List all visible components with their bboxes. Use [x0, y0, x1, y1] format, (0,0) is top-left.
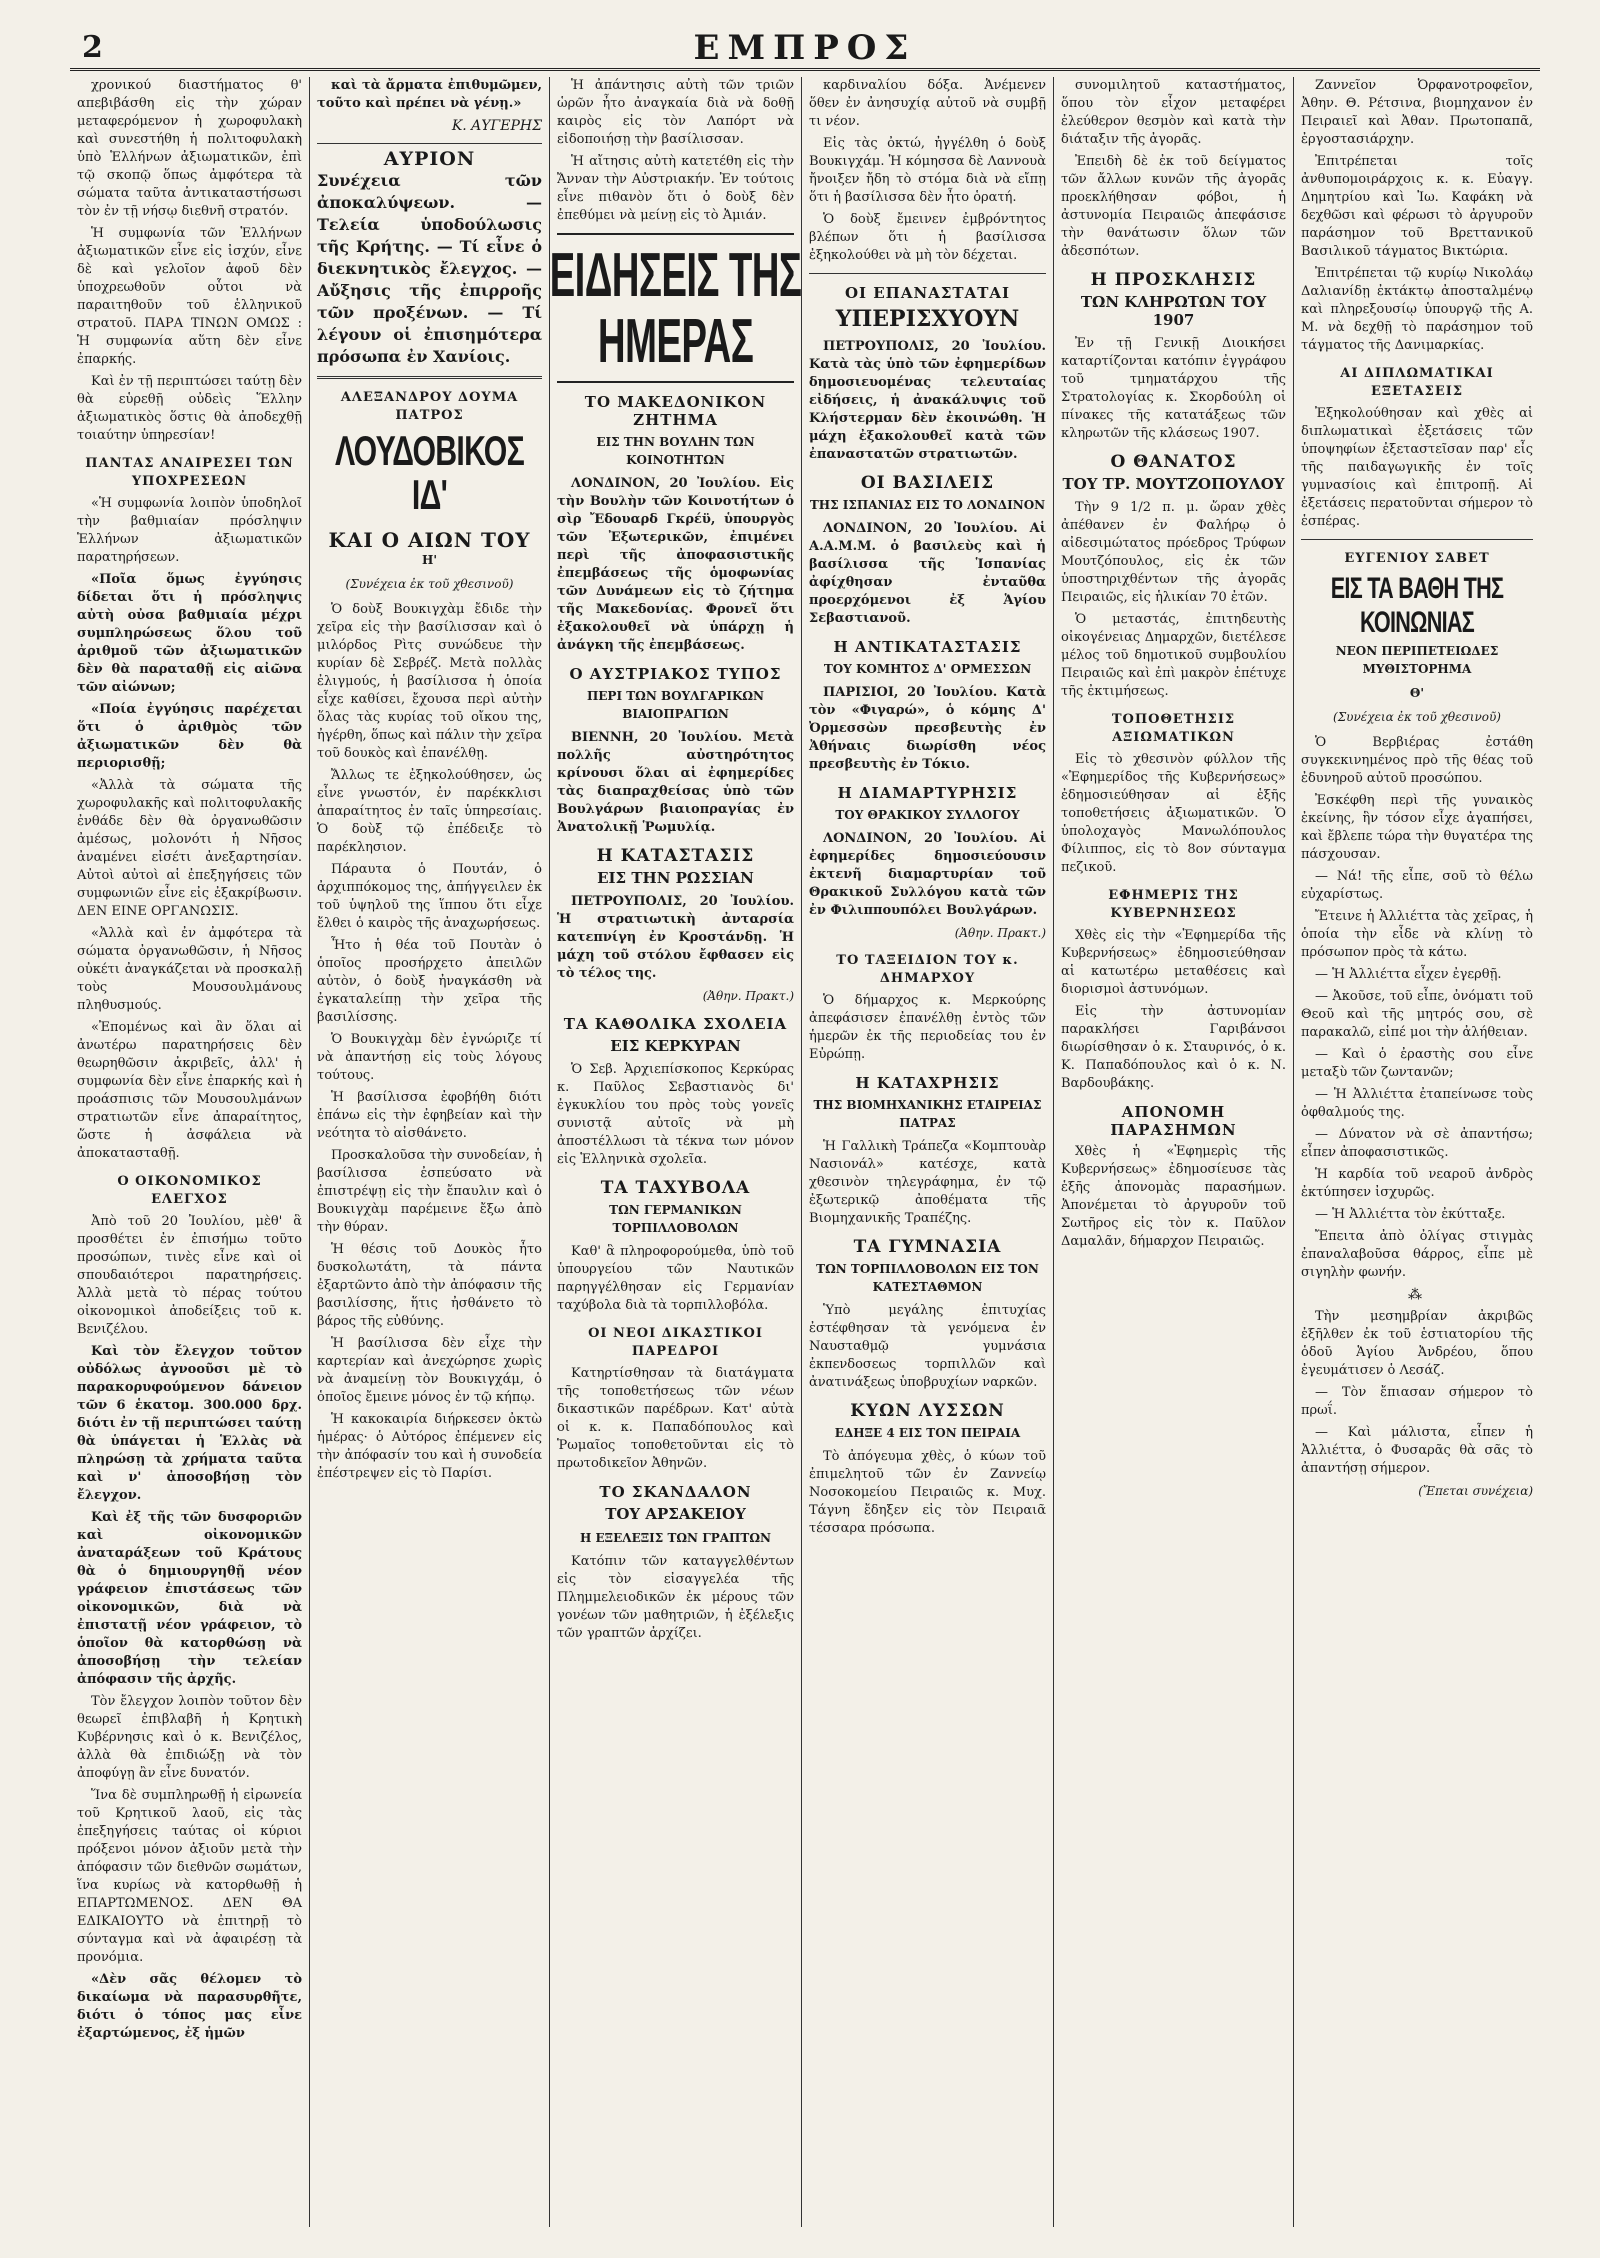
article-paragraph: Ἡ ἀπάντησις αὐτὴ τῶν τριῶν ὡρῶν ἦτο ἀναγκαία διὰ νὰ δοθῇ καιρὸς εἰς τὸν Λαπόρτ νὰ εἰδοποιήσῃ τὴν βασίλισσαν.	[557, 78, 794, 147]
article-paragraph: Ἔτεινε ἡ Ἀλλιέττα τὰς χεῖρας, ἡ ὁποία τὴν εἶδε νὰ κλίνῃ τὸ πρόσωπον πρὸς τὰ κάτω.	[1301, 909, 1533, 960]
article-paragraph: Ἡ θέσις τοῦ Δουκὸς ἦτο δυσκολωτάτη, τὰ πάντα ἐξαρτῶντο ἀπὸ τὴν ἀπόφασιν τῆς βασιλίσσης, ἥτις ἠσθάνετο τὸ βάρος τῆς εὐθύνης.	[317, 1242, 542, 1329]
divider	[809, 273, 1046, 274]
serial-author: ΑΛΕΞΑΝΔΡΟΥ ΔΟΥΜΑ ΠΑΤΡΟΣ	[340, 390, 519, 423]
section-heading: ΤΟ ΜΑΚΕΔΟΝΙΚΟΝ ΖΗΤΗΜΑ	[584, 393, 767, 429]
section-subheading: ΤΩΝ ΓΕΡΜΑΝΙΚΩΝ ΤΟΡΠΙΛΛΟΒΟΛΩΝ	[609, 1203, 742, 1235]
serial-title: ΕΙΣ ΤΑ ΒΑΘΗ ΤΗΣ ΚΟΙΝΩΝΙΑΣ	[1330, 572, 1504, 639]
byline: Κ. ΑΥΓΕΡΗΣ	[451, 118, 542, 134]
article-paragraph: «Ποῖα ὅμως ἐγγύησις δίδεται ὅτι ἡ πρόσληψις αὐτὴ οὐσα βαθμιαία μέχρι συμπληρώσεως ὅλου τοῦ ἀριθμοῦ τῶν ἀξιωματικῶν δὲν θὰ παραταθῇ εἰς αἰῶνα τῶν αἰώνων;	[77, 572, 302, 695]
section-subheading: ΕΔΗΞΕ 4 ΕΙΣ ΤΟΝ ΠΕΙΡΑΙΑ	[834, 1426, 1021, 1440]
continued-note: (Συνέχεια ἐκ τοῦ χθεσινοῦ)	[345, 577, 514, 591]
article-paragraph: Ζαννεῖον Ὀρφανοτροφεῖον, Ἀθην. Θ. Ρέτσινα, βιομηχανον ἐν Πειραιεῖ καὶ Ἀθαν. Πρωτοπαπᾶ, ἐργοστασιάρχην.	[1301, 78, 1533, 147]
article-lead: ΛΟΝΔΙΝΟΝ, 20 Ἰουλίου. Εἰς τὴν Βουλὴν τῶν Κοινοτήτων ὁ σὶρ Ἔδουαρδ Γκρέϋ, ὑπουργὸς τῶν Ἐξωτερικῶν, ἐπιμένει περὶ τῆς ἀποφασιστικῆς ἐπεμβάσεως τῆς ὁμοφωνίας τῶν Δυνάμεων εἰς τὸ ζήτημα τῆς Μακεδονίας. Φρονεῖ ὅτι ἐξακολουθεῖ νὰ ὑπάρχῃ ἡ ἀνάγκη τῆς ἐπεμβάσεως.	[557, 476, 794, 653]
newspaper-page	[70, 28, 1540, 2228]
article-paragraph: Ὁ δοὺξ ἔμεινεν ἐμβρόντητος βλέπων ὅτι ἡ βασίλισσα ἐξηκολούθει νὰ μὴ τὸν δέχεται.	[809, 212, 1046, 263]
section-subheading: ΤΟΥ ΚΟΜΗΤΟΣ Δ' ΟΡΜΕΣΣΩΝ	[823, 662, 1032, 676]
article-paragraph: Καὶ ἐν τῇ περιπτώσει ταύτῃ δὲν θὰ εὑρεθῇ οὐδεὶς Ἕλλην ἀξιωματικὸς ὅστις θὰ ἀποδεχθῇ τοιαύτην ὑπηρεσίαν!	[77, 374, 302, 443]
article-paragraph: — Καὶ ὁ ἐραστὴς σου εἶνε μεταξὺ τῶν ζωντανῶν;	[1301, 1047, 1533, 1080]
serial-chapter: Θ'	[1409, 686, 1425, 700]
section-subheading: ΤΟΥ ΑΡΣΑΚΕΙΟΥ	[605, 1505, 746, 1523]
article-paragraph: Ἦτο ἡ θέα τοῦ Πουτὰν ὁ ὁποῖος προσήρχετο ἀπειλῶν αὐτὸν, ὁ δοὺξ ἠναγκάσθη νὰ ἐγκαταλείπῃ τὴν χεῖρα τῆς βασιλίσσης.	[317, 938, 542, 1025]
columns	[70, 77, 1540, 2227]
serial-chapter: Η'	[421, 553, 437, 567]
article-paragraph: — Ἡ Ἀλλιέττα ἐταπείνωσε τοὺς ὀφθαλμούς της.	[1301, 1087, 1533, 1120]
serial-subtitle: ΝΕΟΝ ΠΕΡΙΠΕΤΕΙΩΔΕΣ ΜΥΘΙΣΤΟΡΗΜΑ	[1335, 644, 1499, 676]
article-paragraph: Ἐξηκολούθησαν καὶ χθὲς αἱ διπλωματικαὶ ἐξετάσεις τῶν ὑποψηφίων ἐξεταστεῖσαν παρ' εἶς τῆς παιδαγωγικῆς ἐν τοῖς γυμνασίοις καὶ ἐπιτροπῇ. Αἱ ἐξετάσεις περατοῦνται σήμερον τὸ ἑσπέρας.	[1301, 406, 1533, 529]
article-paragraph: «Ποία ἐγγύησις παρέχεται ὅτι ὁ ἀριθμὸς τῶν ἀξιωματικῶν δὲν θὰ περιορισθῇ;	[77, 702, 302, 771]
article-paragraph: — Δύνατον νὰ σὲ ἀπαντήσω; εἶπεν ἀποφασιστικῶς.	[1301, 1127, 1533, 1160]
article-paragraph: Ὑπὸ μεγάλης ἐπιτυχίας ἐστέφθησαν τὰ γενόμενα ἐν Ναυσταθμῷ γυμνάσια ἐκπενδοσεως τορπιλλῶν καὶ ἀνατινάξεως ὑποβρυχίων ναρκῶν.	[809, 1303, 1046, 1390]
article-paragraph: — Νά! τῆς εἶπε, σοῦ τὸ θέλω εὐχαρίστως.	[1301, 869, 1533, 902]
article-paragraph: Εἰς τὴν ἀστυνομίαν παρακλήσει Γαριβάνσοι διωρίσθησαν ὁ κ. Σταυρινός, ὁ κ. Κ. Παπαδόπουλος καὶ ὁ κ. Ν. Βαρδουβάκης.	[1061, 1004, 1286, 1091]
article-paragraph: — Καὶ μάλιστα, εἶπεν ἡ Ἀλλιέττα, ὁ Φυσαρᾶς θὰ σᾶς τὸ ἀπαντήσῃ σήμερον.	[1301, 1425, 1533, 1476]
article-paragraph: «Δὲν σᾶς θέλομεν τὸ δικαίωμα νὰ παρασυρθῆτε, διότι ὁ τόπος μας εἶνε ἐξαρτώμενος, ἐξ ἡμῶν	[77, 1972, 302, 2041]
article-paragraph: Ἄλλως τε ἐξηκολούθησεν, ὡς εἶνε γνωστόν, ἐν παρέκκλισι ἀπαραίτητος ἐν ταῖς ὑπηρεσίαις. Ὁ δοὺξ τῷ ἐπέδειξε τὸ παρέκλησιον.	[317, 768, 542, 855]
divider: ⁂	[1408, 1287, 1426, 1303]
article-paragraph: Ὁ δοὺξ Βουκιγχὰμ ἔδιδε τὴν χεῖρα εἰς τὴν βασίλισσαν καὶ ὁ μιλόρδος Ρὶτς συνώδευε τὴν κυρίαν δὲ Σεβρέζ. Μετὰ πολλὰς ἐλιγμούς, ἡ βασίλισσα ἡ ὁποία εἶχε καθίσει, ἔχουσα περὶ αὐτὴν ὅλας τὰς κυρίας τοῦ οἴκου της, ἠγέρθη, ὅπως καὶ πάλιν τὴν χεῖρα τοῦ δουκὸς καὶ ἐπανέλθῃ.	[317, 602, 542, 761]
article-paragraph: Χθὲς ἡ «Ἐφημερὶς τῆς Κυβερνήσεως» ἐδημοσίευσε τὰς ἑξῆς ἀπονομὰς παρασήμων. Ἀπονέμεται τὸ ἀργυροῦν τοῦ Σωτῆρος εἰς τὸν κ. Παῦλον Δαμαλᾶν, δήμαρχον Πειραιῶς.	[1061, 1144, 1286, 1249]
section-heading: ΠΑΝΤΑΣ ΑΝΑΙΡΕΣΕΙ ΤΩΝ ΥΠΟΧΡΕΣΕΩΝ	[85, 456, 294, 489]
section-subheading: ΠΕΡΙ ΤΩΝ ΒΟΥΛΓΑΡΙΚΩΝ ΒΙΑΙΟΠΡΑΓΙΩΝ	[586, 689, 765, 721]
section-heading: ΤΟΠΟΘΕΤΗΣΙΣ ΑΞΙΩΜΑΤΙΚΩΝ	[1111, 712, 1236, 745]
article-paragraph: Ἐπιτρέπεται τοῖς ἀνθυπομοιράρχοις κ. κ. Εὐαγγ. Δημητρίου καὶ Ἰω. Καφάκη νὰ δεχθῶσι καὶ φέρωσι τὸ ἀργυροῦν παράσημον τοῦ Βρεττανικοῦ Βασιλικοῦ τάγματος Βικτώρια.	[1301, 154, 1533, 259]
section-heading: Η ΠΡΟΣΚΛΗΣΙΣ	[1090, 270, 1257, 290]
article-paragraph: Ἡ συμφωνία τῶν Ἑλλήνων ἀξιωματικῶν εἶνε εἰς ἰσχύν, εἶνε δὲ καὶ γελοῖον ἀφοῦ δὲν ὑποχρεωθοῦν οὗτοι νὰ παραιτηθοῦν τοῦ ἑλληνικοῦ στρατοῦ. ΠΑΡΑ ΤΙΝΩΝ ΟΜΩΣ : Ἡ συμφωνία αὕτη δὲν εἶνε ἐπαρκής.	[77, 226, 302, 367]
column-1	[70, 77, 310, 2227]
section-heading: ΟΙ ΒΑΣΙΛΕΙΣ	[860, 473, 995, 493]
article-lead: ΠΕΤΡΟΥΠΟΛΙΣ, 20 Ἰουλίου. Κατὰ τὰς ὑπὸ τῶν ἐφημερίδων δημοσιευομένας τελευταίας εἰδήσεις, ἡ ἀνακάλυψις τοῦ Κλήστερμαν δὲν ἐκοινώθη. Ἡ μάχη ἐξακολουθεῖ κατὰ τῶν ἐπαναστατῶν στρατιωτῶν.	[809, 339, 1046, 462]
to-be-continued-note: (Ἔπεται συνέχεια)	[1418, 1484, 1533, 1498]
column-5	[1054, 77, 1294, 2227]
article-paragraph: Ἵνα δὲ συμπληρωθῇ ἡ εἰρωνεία τοῦ Κρητικοῦ λαοῦ, εἰς τὰς ἐπεξηγήσεις ταύτας οἱ κύριοι πρόξενοι μόνον ἀξιοῦν μετὰ τὴν ἀπόφασιν τῶν διεθνῶν σωμάτων, ἵνα κυρίως νὰ κατορθωθῇ ἡ ΕΠΑΡΤΩΜΕΝΟΣ. ΔΕΝ ΘΑ ΕΔΙΚΑΙΟΥΤΟ νὰ ἐπιτηρῇ τὸ σύνταγμα καὶ νὰ ἀφαιρέσῃ τὰ προνόμια.	[77, 1788, 302, 1965]
section-subheading: ΕΙΣ ΤΗΝ ΡΩΣΣΙΑΝ	[597, 869, 754, 887]
article-paragraph: — Ἀκοῦσε, τοῦ εἶπε, ὀνόματι τοῦ Θεοῦ καὶ τῆς μητρός σου, σὲ παρακαλῶ, εἰπέ μοι τὴν ἀλήθειαν.	[1301, 989, 1533, 1040]
article-paragraph: Εἰς τὸ χθεσινὸν φύλλον τῆς «Ἐφημερίδος τῆς Κυβερνήσεως» ἐδημοσιεύθησαν αἱ ἑξῆς τοποθετήσεις ἀξιωματικῶν. Ὁ ὑπολοχαγὸς Μανωλόπουλος Φίλιππος, εἰς τὸ 8ον σύνταγμα πεζικοῦ.	[1061, 752, 1286, 875]
article-paragraph: Ἐπιτρέπεται τῷ κυρίῳ Νικολάῳ Δαλιανίδῃ ἐκτάκτῳ ἀποσταλμένῳ καὶ πληρεξουσίῳ ὑπουργῷ τῆς Α. Μ. νὰ δεχθῇ τὸ παράσημον τοῦ τάγματος τῆς Δανιμαρκίας.	[1301, 266, 1533, 353]
article-paragraph: «Ἐπομένως καὶ ἂν ὅλαι αἱ ἀνωτέρω παρατηρήσεις δὲν θεωρηθῶσιν ἀκριβεῖς, ἀλλ' ἡ συμφωνία δὲν εἶνε ἐπαρκής καὶ ἡ προάσπισις τῶν Μουσουλμάνων στρατιωτῶν εἶνε ἀπαραίτητος, ὥστε ἡ ἀσφάλεια νὰ ἀποκατασταθῇ.	[77, 1020, 302, 1161]
article-lead: ΛΟΝΔΙΝΟΝ, 20 Ἰουλίου. Αἱ Α.Α.Μ.Μ. ὁ βασιλεὺς καὶ ἡ βασίλισσα τῆς Ἱσπανίας ἀφίχθησαν ἐνταῦθα προερχόμενοι ἐξ Ἁγίου Σεβαστιανοῦ.	[809, 521, 1046, 626]
article-paragraph: καρδιναλίου δόξα. Ἀνέμενεν ὅθεν ἐν ἀνησυχίᾳ αὐτοῦ νὰ συμβῇ τι νέον.	[809, 78, 1046, 129]
article-paragraph: Εἰς τὰς ὀκτώ, ἠγγέλθη ὁ δοὺξ Βουκιγχάμ. Ἡ κόμησσα δὲ Λαννουὰ ἤνοιξεν ἤδη τὸ στόμα διὰ νὰ εἴπῃ ὅτι ἡ βασίλισσα δὲν ἦτο ὁρατή.	[809, 136, 1046, 205]
section-subheading: ΤΗΣ ΒΙΟΜΗΧΑΝΙΚΗΣ ΕΤΑΙΡΕΙΑΣ ΠΑΤΡΑΣ	[813, 1098, 1042, 1130]
divider	[1301, 539, 1533, 540]
article-paragraph: Ὁ Σεβ. Ἀρχιεπίσκοπος Κερκύρας κ. Παῦλος Σεβαστιανὸς δι' ἐγκυκλίου του πρὸς τοὺς γονεῖς συνιστᾷ αὐτοῖς νὰ μὴ ἀποστέλλωσι τὰ τέκνα των μόνον εἰς Ἑλληνικὰ σχολεῖα.	[557, 1062, 794, 1167]
section-subheading: ΤΗΣ ΙΣΠΑΝΙΑΣ ΕΙΣ ΤΟ ΛΟΝΔΙΝΟΝ	[809, 498, 1046, 512]
section-heading: ΤΟ ΣΚΑΝΔΑΛΟΝ	[599, 1483, 752, 1501]
article-paragraph: Ἡ Γαλλικὴ Τράπεζα «Κομπτουὰρ Νασιονάλ» κατέσχε, κατὰ χθεσινὸν τηλεγράφημα, ἐν τῷ ἐξωτερικῷ ἀποθέματα τῆς Βιομηχανικῆς Τραπέζης.	[809, 1139, 1046, 1226]
article-paragraph: Ἔπειτα ἀπὸ ὀλίγας στιγμὰς ἐπαναλαβοῦσα θάρρος, εἶπε μὲ σιγηλὴν φωνήν.	[1301, 1229, 1533, 1280]
section-subheading: ΕΙΣ ΚΕΡΚΥΡΑΝ	[610, 1037, 741, 1055]
article-paragraph: Καθ' ἃ πληροφορούμεθα, ὑπὸ τοῦ ὑπουργείου τῶν Ναυτικῶν παρηγγέλθησαν εἰς Γερμανίαν ταχύβολα διὰ τὰ τορπιλλοβόλα.	[557, 1244, 794, 1313]
article-paragraph: Ὁ Βουκιγχὰμ δὲν ἐγνώριζε τί νὰ ἀπαντήσῃ εἰς τοὺς λόγους τούτους.	[317, 1032, 542, 1083]
article-paragraph: Καὶ τὸν ἔλεγχον τοῦτον οὐδόλως ἀγνοοῦσι μὲ τὸ παρακορυφούμενον δάνειον τῶν 6 ἑκατομ. 300.000 δρχ. διότι ἐν τῇ περιπτώσει ταύτῃ θὰ ὑπάγεται ἡ Ἑλλὰς νὰ πληρώσῃ τὰ χρήματα ταῦτα καὶ ν' ἀποσοβήσῃ τὸν ἔλεγχον.	[77, 1344, 302, 1503]
article-paragraph: Ἡ κακοκαιρία διήρκεσεν ὀκτὼ ἡμέρας· ὁ Αὐτόρος ἐπέμενεν εἰς τὴν ἀπόφασίν του καὶ ἡ συνοδεία ἐπέστρεψεν εἰς τὸ Παρίσι.	[317, 1412, 542, 1481]
section-heading: ΑΙ ΔΙΠΛΩΜΑΤΙΚΑΙ ΕΞΕΤΑΣΕΙΣ	[1340, 366, 1494, 399]
page-number: 2	[82, 30, 103, 65]
article-paragraph: Ὁ Βερβιέρας ἐστάθη συγκεκινημένος πρὸ τῆς θέας τοῦ ἐδυνηροῦ αὐτοῦ προσώπου.	[1301, 735, 1533, 786]
article-paragraph: «Ἀλλὰ τὰ σώματα τῆς χωροφυλακῆς καὶ πολιτοφυλακῆς ἐνθάδε δὲν θὰ ὀργανωθῶσιν ἀμέσως, μολονότι ἡ Νῆσος ἀναμένει εἰσέτι ἀνεξαρτησίαν. Αὐτοὶ αὐτοὶ αἱ ἐπεξηγήσεις τῶν συμφωνιῶν εἶνε εἰς ἐξακρίβωσιν. ΔΕΝ ΕΙΝΕ ΟΡΓΑΝΩΣΙΣ.	[77, 778, 302, 919]
newspaper-title: ΕΜΠΡΟΣ	[693, 28, 917, 68]
news-banner-title: ΕΙΔΗΣΕΙΣ ΤΗΣ ΗΜΕΡΑΣ	[550, 241, 802, 376]
serial-title: ΛΟΥΔΟΒΙΚΟΣ ΙΔ'	[334, 427, 525, 518]
column-2	[310, 77, 550, 2227]
article-paragraph: Προσκαλοῦσα τὴν συνοδείαν, ἡ βασίλισσα ἐσπεύσατο νὰ ἐπιστρέψῃ εἰς τὴν ἔπαυλιν καὶ ὁ Βουκιγχὰμ παρέμεινε ἔξω ἀπὸ τὴν θύραν.	[317, 1148, 542, 1235]
section-heading: ΑΥΡΙΟΝ	[317, 143, 542, 168]
article-paragraph: Τὸν ἔλεγχον λοιπὸν τοῦτον δὲν θεωρεῖ ἐπιβλαβῆ ἡ Κρητικὴ Κυβέρνησις καὶ ὁ κ. Βενιζέλος, ἀλλὰ θὰ ἐπιδιώξῃ νὰ τὸν ἀποφύγῃ ἂν εἶνε δυνατόν.	[77, 1694, 302, 1781]
article-paragraph: συνομιλητοῦ καταστήματος, ὅπου τὸν εἶχον μεταφέρει ἐλεύθερον θεσμὸν καὶ κατὰ τὴν διάταξιν τῆς ἀγορᾶς.	[1061, 78, 1286, 147]
divider	[317, 376, 542, 379]
article-paragraph: χρονικού διαστήματος θ' απεβιβάσθη εἰς τὴν χώραν μεταφερόμενον ἡ χωροφυλακὴ καὶ συνεστήθη ἡ πολιτοφυλακὴ ὑπὸ Ἑλλήνων ἀξιωματικῶν, ἐπὶ τῷ σκοπῷ ὅπως ἀμφότερα τὰ σώματα ταῦτα ἀντικαταστήσωσι τὸν ἐν τῇ νήσῳ διεθνῆ στρατόν.	[77, 78, 302, 219]
serial-subtitle: ΚΑΙ Ο ΑΙΩΝ ΤΟΥ	[328, 528, 531, 552]
section-heading: ΤΟ ΤΑΞΕΙΔΙΟΝ ΤΟΥ κ. ΔΗΜΑΡΧΟΥ	[836, 953, 1019, 986]
article-paragraph: Ἀπὸ τοῦ 20 Ἰουλίου, μὲθ' ἃ προσθέτει ἐν ἐπισήμω τοῦτο προσώπων, τινὲς εἶνε καὶ οἱ σπουδαιότεροι παρατηρήσεις. Ἀλλὰ μετὰ τὸ πέρας τούτου οἰκονομικοὶ ἀποδείξεις τοῦ κ. Βενιζέλου.	[77, 1214, 302, 1337]
article-paragraph: Ὁ μεταστάς, ἐπιτηδευτὴς οἰκογένειας Δημαρχῶν, διετέλεσε μέλος τοῦ δημοτικοῦ συμβουλίου Πειραιῶς καὶ ἐπὶ μακρὸν ἐπέτυχε τῆς ἐκτιμήσεως.	[1061, 612, 1286, 699]
section-heading: Η ΑΝΤΙΚΑΤΑΣΤΑΣΙΣ	[833, 638, 1022, 656]
article-paragraph: Κατόπιν τῶν καταγγελθέντων εἰς τὸν εἰσαγγελέα τῆς Πλημμελειοδικῶν ἐκ μέρους τῶν γονέων τῶν μαθητριῶν, ἡ ἐξέλεξις τῶν γραπτῶν ἀρχίζει.	[557, 1554, 794, 1641]
article-paragraph: — Τὸν ἔπιασαν σήμερον τὸ πρωΐ.	[1301, 1385, 1533, 1418]
serial-author: ΕΥΓΕΝΙΟΥ ΣΑΒΕΤ	[1344, 551, 1490, 566]
masthead	[70, 28, 1540, 71]
news-banner	[550, 233, 802, 383]
article-paragraph: Ἐπειδὴ δὲ ἐκ τοῦ δείγματος τῶν ἄλλων κυνῶν τῆς ἀγορᾶς προεκλήθησαν φόβοι, ἡ ἀστυνομία Πειραιῶς ἀπεφάσισε τὴν θανάτωσιν ὅλων τῶν ἀδεσπότων.	[1061, 154, 1286, 259]
article-paragraph: καὶ τὰ ἄρματα ἐπιθυμῶμεν, τοῦτο καὶ πρέπει νὰ γένῃ.»	[317, 78, 542, 111]
article-paragraph: — Ἡ Ἀλλιέττα εἶχεν ἐγερθῇ.	[1315, 967, 1502, 982]
section-heading: Η ΔΙΑΜΑΡΤΥΡΗΣΙΣ	[837, 784, 1018, 802]
article-paragraph: «Ἀλλὰ καὶ ἐν ἀμφότερα τὰ σώματα ὀργανωθῶσιν, ἡ Νῆσος οὐκέτι ἀναγκάζεται νὰ προσκαλῇ τοὺς Μουσουλμάνους πληθυσμούς.	[77, 926, 302, 1013]
article-paragraph: Τὴν μεσημβρίαν ἀκριβῶς ἐξῆλθεν ἐκ τοῦ ἑστιατορίου τῆς ὁδοῦ Ἁγίου Ἀνδρέου, ὅπου ἐγευμάτισεν ὁ Λεσάζ.	[1301, 1309, 1533, 1378]
section-heading: ΤΑ ΚΑΘΟΛΙΚΑ ΣΧΟΛΕΙΑ	[563, 1015, 788, 1033]
source-note: (Ἀθην. Πρακτ.)	[954, 926, 1046, 940]
section-heading: ΟΙ ΝΕΟΙ ΔΙΚΑΣΤΙΚΟΙ ΠΑΡΕΔΡΟΙ	[588, 1326, 763, 1359]
section-heading: Ο ΘΑΝΑΤΟΣ	[1110, 452, 1237, 472]
section-heading: Ο ΟΙΚΟΝΟΜΙΚΟΣ ΕΛΕΓΧΟΣ	[117, 1174, 262, 1207]
article-paragraph: Ἡ αἴτησις αὐτὴ κατετέθη εἰς τὴν Ἄνναν τὴν Αὐστριακήν. Ἐν τούτοις εἶνε πιθανὸν ὅτι ὁ δοὺξ δὲν ἐπεθύμει νὰ μείνῃ εἰς τὸ Ἀμιάν.	[557, 154, 794, 223]
article-paragraph: Ἐν τῇ Γενικῇ Διοικήσει καταρτίζονται κατόπιν ἐγγράφου τοῦ τμηματάρχου τῆς Στρατολογίας κ. Σκορδούλη οἱ πίνακες τῆς κατατάξεως τῶν κληρωτῶν τῆς κλάσεως 1907.	[1061, 336, 1286, 441]
continued-note: (Συνέχεια ἐκ τοῦ χθεσινοῦ)	[1333, 710, 1501, 724]
section-heading: Ο ΑΥΣΤΡΙΑΚΟΣ ΤΥΠΟΣ	[569, 665, 782, 683]
article-paragraph: «Ἡ συμφωνία λοιπὸν ὑποδηλοῖ τὴν βαθμιαίαν πρόσληψιν Ἑλλήνων ἀξιωματικῶν παρατηρήσεων.	[77, 496, 302, 565]
section-subheading: Η ΕΞΕΛΕΞΙΣ ΤΩΝ ΓΡΑΠΤΩΝ	[580, 1531, 771, 1545]
article-paragraph: Ὁ δήμαρχος κ. Μερκούρης ἀπεφάσισεν ἐπανέλθῃ ἐντὸς τῶν ἡμερῶν ἐκ τῆς περιοδείας του ἐν Εὐρώπῃ.	[809, 993, 1046, 1062]
section-heading: Η ΚΑΤΑΣΤΑΣΙΣ	[596, 846, 755, 866]
article-paragraph: Κατηρτίσθησαν τὰ διατάγματα τῆς τοποθετήσεως τῶν νέων δικαστικῶν παρέδρων. Κατ' αὐτὰ οἱ κ. κ. Παπαδόπουλος καὶ Ῥωμαῖος τοποθετοῦνται εἰς τὸ πρωτοδικεῖον Ἀθηνῶν.	[557, 1366, 794, 1471]
article-paragraph: Τὴν 9 1/2 π. μ. ὥραν χθὲς ἀπέθανεν ἐν Φαλήρῳ ὁ αἰδεσιμώτατος πρόεδρος Τρύφων Μουτζόπουλος, εἰς ἐκ τῶν ὑποστηριχθέντων τῆς ἀγορᾶς Πειραιῶς, εἰς ἡλικίαν 70 ἐτῶν.	[1061, 500, 1286, 605]
article-lead: ΒΙΕΝΝΗ, 20 Ἰουλίου. Μετὰ πολλῆς αὐστηρότητος κρίνουσι ὅλαι αἱ ἐφημερίδες τὰς διαπραχθείσας ὑπὸ τῶν Βουλγάρων βιαιοπραγίας ἐν Ἀνατολικῇ Ῥωμυλίᾳ.	[557, 730, 794, 835]
section-subheading: ΤΩΝ ΤΟΡΠΙΛΛΟΒΟΛΩΝ ΕΙΣ ΤΟΝ ΚΑΤΕΣΤΑΘΜΟΝ	[816, 1262, 1039, 1294]
article-paragraph: Ἡ βασίλισσα ἐφοβήθη διότι ἐπάνω εἰς τὴν ἐφηβείαν καὶ τὴν νεότητα τὸ αἰσθάνετο.	[317, 1090, 542, 1141]
article-lead: ΛΟΝΔΙΝΟΝ, 20 Ἰουλίου. Αἱ ἐφημερίδες δημοσιεύουσιν ἐκτενῆ διαμαρτυρίαν τοῦ Θρακικοῦ Συλλόγου κατὰ τῶν ἐν Φιλιππουπόλει Βουλγάρων.	[809, 831, 1046, 918]
section-heading: ΚΥΩΝ ΛΥΣΣΩΝ	[850, 1401, 1005, 1421]
section-heading: Η ΚΑΤΑΧΡΗΣΙΣ	[855, 1074, 1000, 1092]
article-paragraph: Καὶ ἐξ τῆς τῶν δυσφοριῶν καὶ οἰκονομικῶν ἀναταράξεων τοῦ Κράτους θὰ ὁ δημιουργηθῇ νέον γράφειον ἐπιστάσεως τῶν οἰκονομικῶν, διὰ νὰ ἐπιστατῇ νέον γράφειον, τὸ ὁποῖον θὰ κατορθώσῃ νὰ ἀποσοβήσῃ τὴν τελείαν ἀπόφασιν τῆς ἀρχῆς.	[77, 1510, 302, 1687]
section-subheading: ΤΟΥ ΤΡ. ΜΟΥΤΖΟΠΟΥΛΟΥ	[1062, 475, 1285, 493]
article-paragraph: Τὸ ἀπόγευμα χθὲς, ὁ κύων τοῦ ἐπιμελητοῦ τῶν ἐν Ζαννείῳ Νοσοκομείου Πειραιῶς κ. Μυχ. Τάγνη ἔδηξεν εἰς τὸν Πειραιᾶ τέσσαρα πρόσωπα.	[809, 1449, 1046, 1536]
article-paragraph: Ἐσκέφθη περὶ τῆς γυναικὸς ἐκείνης, ἣν τόσον εἶχε ἀγαπήσει, καὶ ἔβλεπε τώρα τὴν θυγατέρα της πάσχουσαν.	[1301, 793, 1533, 862]
section-heading: ΤΑ ΤΑΧΥΒΟΛΑ	[600, 1178, 751, 1198]
section-heading: ΑΠΟΝΟΜΗ ΠΑΡΑΣΗΜΩΝ	[1110, 1103, 1237, 1139]
column-3	[550, 77, 802, 2227]
article-paragraph: Ἡ βασίλισσα δὲν εἶχε τὴν καρτερίαν καὶ ἀνεχώρησε χωρὶς νὰ ἀναμείνῃ τὸν Βουκιγχάμ, ὁ ὁποῖος ἔμεινε μόνος ἐν τῷ κήπῳ.	[317, 1336, 542, 1405]
section-heading: ΤΑ ΓΥΜΝΑΣΙΑ	[853, 1237, 1002, 1257]
article-paragraph: Πάραυτα ὁ Πουτάν, ὁ ἀρχιππόκομος της, ἀπήγγειλεν ἐκ τοῦ ὑψηλοῦ της ἵππου ὅτι εἶχε ἔλθει ὁ καιρὸς τῆς ἀναχωρήσεως.	[317, 862, 542, 931]
article-lead: ΠΑΡΙΣΙΟΙ, 20 Ἰουλίου. Κατὰ τὸν «Φιγαρώ», ὁ κόμης Δ' Ὀρμεσσὼν πρεσβευτὴς ἐν Ἀθήναις διωρίσθη νέος πρεσβευτὴς ἐν Τόκιο.	[809, 685, 1046, 772]
article-lead: ΠΕΤΡΟΥΠΟΛΙΣ, 20 Ἰουλίου. Ἡ στρατιωτικὴ ἀνταρσία κατεπνίγη ἐν Κροστάνδῃ. Ἡ μάχη τοῦ στόλου ἔφθασεν εἰς τὸ τέλος της.	[557, 894, 794, 981]
column-6	[1294, 77, 1540, 2227]
section-subheading: ΕΙΣ ΤΗΝ ΒΟΥΛΗΝ ΤΩΝ ΚΟΙΝΟΤΗΤΩΝ	[596, 435, 755, 467]
column-4	[802, 77, 1054, 2227]
section-heading: ΟΙ ΕΠΑΝΑΣΤΑΤΑΙ	[844, 284, 1011, 302]
article-paragraph: Χθὲς εἰς τὴν «Ἐφημερίδα τῆς Κυβερνήσεως» ἐδημοσιεύθησαν αἱ κατωτέρω μεταθέσεις καὶ διορισμοὶ ἀστυνόμων.	[1061, 928, 1286, 997]
section-subheading: ΤΩΝ ΚΛΗΡΩΤΩΝ ΤΟΥ 1907	[1080, 293, 1267, 329]
section-subheading: ΥΠΕΡΙΣΧΥΟΥΝ	[835, 306, 1020, 332]
tomorrow-lead: Συνέχεια τῶν ἀποκαλύψεων. — Τελεία ὑποδούλωσις τῆς Κρήτης. — Τί εἶνε ὁ διεκνητικὸς ἔλεγχος. — Αὔξησις τῆς ἐπιρροῆς τῶν προξένων. — Τί λέγουν οἱ ἐπισημότερα πρόσωπα ἐν Χανίοις.	[317, 171, 542, 366]
section-subheading: ΤΟΥ ΘΡΑΚΙΚΟΥ ΣΥΛΛΟΓΟΥ	[835, 808, 1020, 822]
article-paragraph: — Ἡ Ἀλλιέττα τὸν ἐκύτταξε.	[1315, 1207, 1506, 1222]
article-paragraph: Ἡ καρδία τοῦ νεαροῦ ἀνδρὸς ἐκτύπησεν ἰσχυρῶς.	[1301, 1167, 1533, 1200]
source-note: (Ἀθην. Πρακτ.)	[702, 989, 794, 1003]
section-heading: ΕΦΗΜΕΡΙΣ ΤΗΣ ΚΥΒΕΡΝΗΣΕΩΣ	[1108, 888, 1239, 921]
